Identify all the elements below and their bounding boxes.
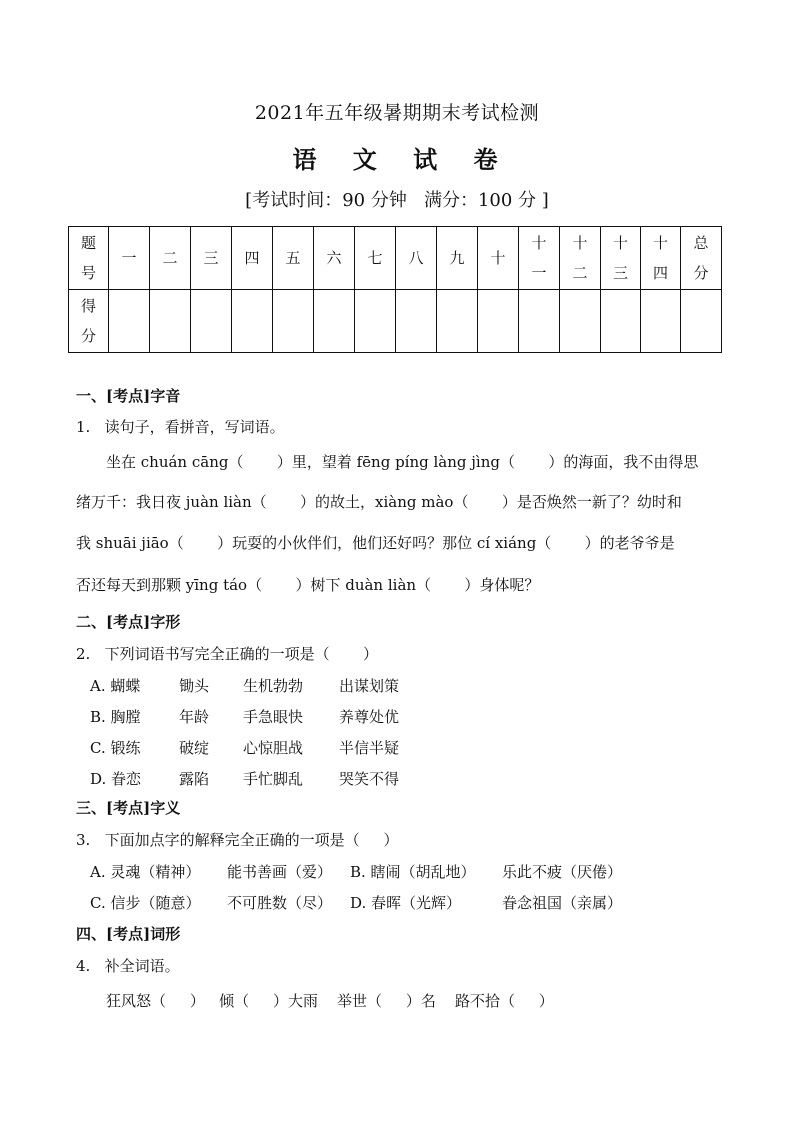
option-word: 出谋划策	[339, 677, 400, 695]
question-1-line-4: 否还每天到那颗 yīng táo（ ）树下 duàn liàn（ ）身体呢？	[76, 576, 540, 594]
option-word: 心惊胆战	[243, 739, 304, 757]
section-heading-pronunciation: 一、[考点]字音	[76, 387, 181, 405]
question-4-line: 狂风怒（ ） 倾（ ）大雨 举世（ ）名 路不拾（ ）	[106, 992, 554, 1010]
option-word: 眷念祖国（亲属）	[502, 894, 623, 912]
option-choice: B. 瞎闹（胡乱地）	[350, 863, 476, 881]
option-word: 破绽	[179, 739, 210, 757]
column-header: 四	[232, 227, 273, 290]
score-table	[68, 226, 722, 353]
row-label-question-number: 题 号	[69, 227, 109, 290]
option-word: 手急眼快	[243, 708, 304, 726]
section-heading-word-form: 四、[考点]词形	[76, 925, 181, 943]
option-choice: C. 信步（随意）	[90, 894, 201, 912]
score-cell[interactable]	[355, 290, 396, 353]
score-cell[interactable]	[560, 290, 601, 353]
question-4-stem: 4. 补全词语。	[76, 957, 180, 975]
column-header: 十 三	[601, 227, 641, 290]
score-cell[interactable]	[478, 290, 519, 353]
option-word: 年龄	[179, 708, 210, 726]
option-choice: B. 胸膛	[90, 708, 141, 726]
subject-title: 语 文 试 卷	[292, 145, 512, 174]
option-word: 乐此不疲（厌倦）	[502, 863, 623, 881]
question-1-line-2: 绪万千：我日夜 juàn liàn（ ）的故土，xiàng mào（ ）是否焕然一新了？幼时和	[76, 493, 682, 511]
question-1-stem: 1. 读句子，看拼音，写词语。	[76, 418, 285, 436]
option-word: 锄头	[179, 677, 210, 695]
question-1-line-1: 坐在 chuán cāng（ ）里，望着 fēng píng làng jìng（ ）的海面，我不由得思	[106, 453, 699, 471]
score-table-header-row	[69, 227, 722, 290]
option-word: 手忙脚乱	[243, 770, 304, 788]
score-cell[interactable]	[273, 290, 314, 353]
option-word: 哭笑不得	[339, 770, 400, 788]
option-choice: A. 灵魂（精神）	[90, 863, 201, 881]
column-header: 二	[150, 227, 191, 290]
option-word: 能书善画（爱）	[227, 863, 333, 881]
column-header: 三	[191, 227, 232, 290]
exam-info: [考试时间：90 分钟 满分：100 分 ]	[245, 190, 549, 211]
column-header: 一	[109, 227, 150, 290]
score-cell[interactable]	[314, 290, 355, 353]
column-header: 十 四	[641, 227, 681, 290]
option-choice: C. 锻练	[90, 739, 141, 757]
exam-title: 2021年五年级暑期期末考试检测	[254, 102, 540, 124]
column-header: 六	[314, 227, 355, 290]
question-3-stem: 3. 下面加点字的解释完全正确的一项是（ ）	[76, 831, 399, 849]
column-header: 总 分	[681, 227, 722, 290]
option-word: 半信半疑	[339, 739, 400, 757]
score-cell[interactable]	[396, 290, 437, 353]
option-choice: D. 眷恋	[90, 770, 142, 788]
column-header: 八	[396, 227, 437, 290]
score-cell[interactable]	[641, 290, 681, 353]
column-header: 十	[478, 227, 519, 290]
score-cell[interactable]	[601, 290, 641, 353]
score-cell[interactable]	[191, 290, 232, 353]
score-table-score-row	[69, 290, 722, 353]
score-cell[interactable]	[109, 290, 150, 353]
row-label-score: 得 分	[69, 290, 109, 353]
question-1-line-3: 我 shuāi jiāo（ ）玩耍的小伙伴们，他们还好吗？那位 cí xiáng（ ）的老爷爷是	[76, 534, 675, 552]
score-cell[interactable]	[681, 290, 722, 353]
score-cell[interactable]	[519, 290, 560, 353]
question-2-stem: 2. 下列词语书写完全正确的一项是（ ）	[76, 645, 378, 663]
score-cell[interactable]	[437, 290, 478, 353]
section-heading-meaning: 三、[考点]字义	[76, 799, 181, 817]
column-header: 五	[273, 227, 314, 290]
column-header: 十 二	[560, 227, 601, 290]
option-word: 养尊处优	[339, 708, 400, 726]
column-header: 九	[437, 227, 478, 290]
option-choice: A. 蝴蝶	[90, 677, 141, 695]
score-cell[interactable]	[150, 290, 191, 353]
column-header: 七	[355, 227, 396, 290]
option-word: 不可胜数（尽）	[227, 894, 333, 912]
option-word: 露陷	[179, 770, 210, 788]
score-cell[interactable]	[232, 290, 273, 353]
column-header: 十 一	[519, 227, 560, 290]
option-word: 生机勃勃	[243, 677, 304, 695]
section-heading-character-form: 二、[考点]字形	[76, 613, 181, 631]
option-choice: D. 春晖（光辉）	[350, 894, 462, 912]
